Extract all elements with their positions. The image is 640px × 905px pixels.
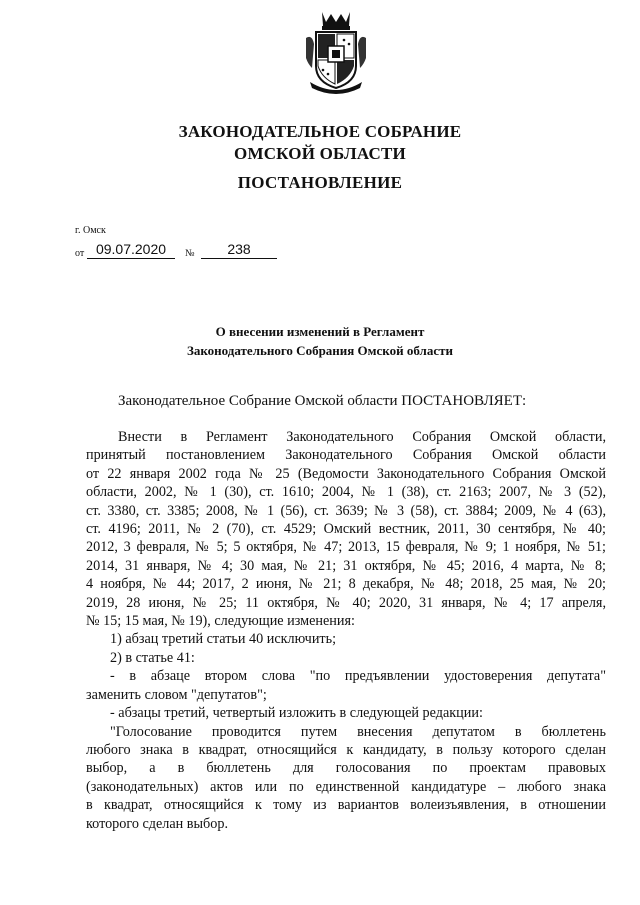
body-line: ст. 4196; 2011, № 2 (70), ст. 4529; Омский вестник, 2011, 30 сентября, № 40; — [86, 521, 606, 538]
subject-line1: О внесении изменений в Регламент — [215, 324, 425, 339]
org-name — [0, 121, 640, 165]
body-line: которого сделан выбор. — [86, 815, 228, 832]
subject-line2: Законодательного Собрания Омской области — [187, 343, 453, 358]
body-line: 2012, 3 февраля, № 5; 5 октября, № 47; 2013, 15 февраля, № 9; 1 ноября, № 51; — [86, 539, 606, 556]
body-line: ст. 3380, ст. 3385; 2008, № 1 (56), ст. 3639; № 3 (58), ст. 3884; 2009, № 4 (63), — [86, 502, 606, 519]
body-line: любого знака в квадрат, относящийся к кандидату, в пользу которого сделан — [86, 741, 606, 758]
from-label: от — [75, 248, 85, 259]
body-line: принятый постановлением Законодательного Собрания Омской области — [86, 447, 606, 464]
body-line: области, 2002, № 1 (30), ст. 1610; 2004, № 1 (38), ст. 2163; 2007, № 3 (52), — [86, 484, 606, 501]
body-line: № 15; 15 мая, № 19), следующие изменения: — [86, 613, 355, 630]
body-line: в квадрат, относящийся к тому из вариантов волеизъявления, в отношении — [86, 797, 606, 814]
list-item: 1) абзац третий статьи 40 исключить; — [110, 631, 337, 648]
body-line: заменить словом "депутатов"; — [86, 686, 267, 703]
body-line: (законодательных) актов или по единственной кандидатуре – любого знака — [86, 778, 606, 795]
body-line: Внести в Регламент Законодательного Собрания Омской области, — [118, 429, 606, 445]
date-number-row — [75, 240, 335, 262]
omsk-coat-of-arms-icon — [302, 8, 370, 94]
org-name-line2: ОМСКОЙ ОБЛАСТИ — [234, 144, 406, 163]
body-line: - абзацы третий, четвертый изложить в следующей редакции: — [110, 705, 483, 722]
body-line: выбор, а в бюллетень для голосования по проектам правовых — [86, 760, 606, 777]
document-body — [86, 428, 606, 833]
body-line: 4 ноября, № 44; 2017, 2 июня, № 21; 8 декабря, № 48; 2018, 25 мая, № 20; — [86, 576, 606, 593]
document-date: 09.07.2020 — [87, 240, 175, 259]
body-line: 2019, 28 июня, № 25; 11 октября, № 40; 2020, 31 января, № 4; 17 апреля, — [86, 594, 606, 611]
number-label: № — [185, 248, 195, 259]
org-name-line1: ЗАКОНОДАТЕЛЬНОЕ СОБРАНИЕ — [178, 122, 462, 141]
city: г. Омск — [75, 225, 106, 236]
enacting-clause: Законодательное Собрание Омской области ПОСТАНОВЛЯЕТ: — [118, 393, 527, 409]
body-line: 2014, 31 января, № 4; 30 мая, № 21; 31 октября, № 45; 2016, 4 марта, № 8; — [86, 557, 606, 574]
doc-type: ПОСТАНОВЛЕНИЕ — [237, 173, 403, 192]
body-line: - в абзаце втором слова "по предъявлении удостоверения депутата" — [110, 668, 606, 685]
body-line: "Голосование проводится путем внесения депутатом в бюллетень — [110, 723, 606, 740]
document-number: 238 — [201, 240, 277, 259]
list-item: 2) в статье 41: — [110, 649, 195, 666]
document-subject — [0, 322, 640, 360]
body-line: от 22 января 2002 года № 25 (Ведомости Законодательного Собрания Омской — [86, 465, 606, 482]
